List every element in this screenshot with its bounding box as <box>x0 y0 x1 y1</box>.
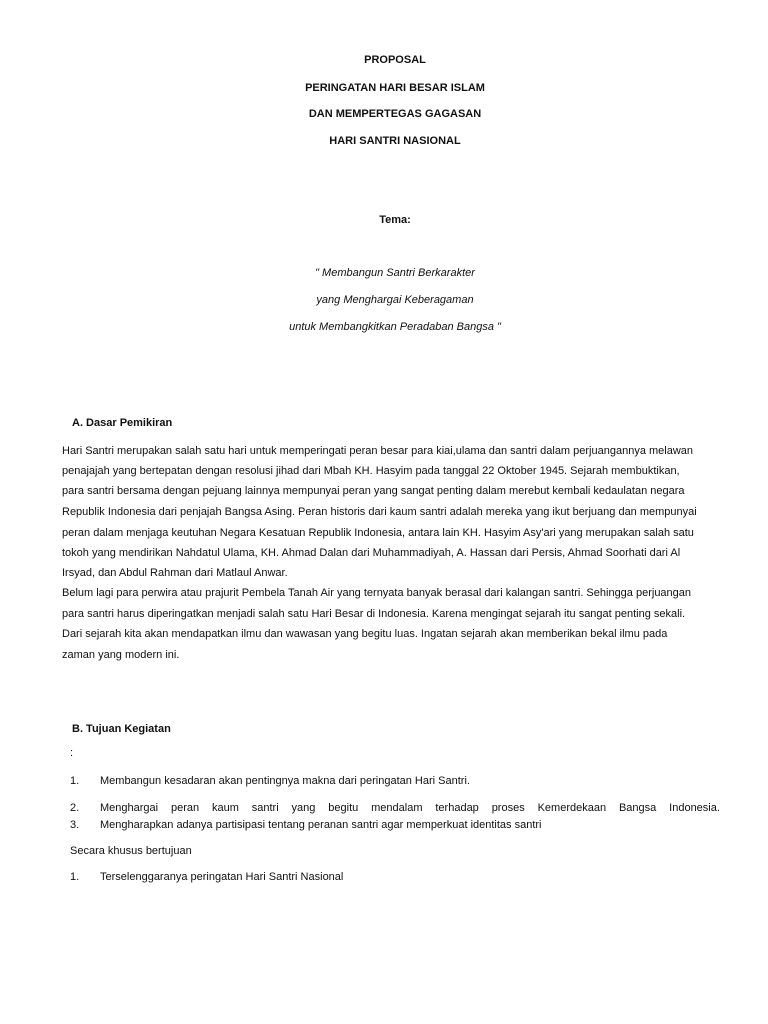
section-a-line: zaman yang modern ini. <box>62 649 180 661</box>
tema-line-3: untuk Membangkitkan Peradaban Bangsa " <box>289 321 501 333</box>
tema-line-2: yang Menghargai Keberagaman <box>316 294 474 306</box>
section-a-heading: A. Dasar Pemikiran <box>72 417 173 429</box>
word: kaum <box>211 802 239 814</box>
title-line-3: DAN MEMPERTEGAS GAGASAN <box>308 108 482 120</box>
section-a-line: Dari sejarah kita akan mendapatkan ilmu dan wawasan yang begitu luas. Ingatan sejarah akan memberikan bekal ilmu pada <box>62 628 668 640</box>
word: begitu <box>328 802 359 814</box>
section-b-colon: : <box>70 747 74 759</box>
section-a-line: Republik Indonesia dari penjajah Bangsa Asing. Peran historis dari kaum santri adalah mereka yang ikut berjuang dan mempunyai <box>62 506 697 518</box>
title-line-2: PERINGATAN HARI BESAR ISLAM <box>305 82 485 94</box>
tema-label: Tema: <box>379 214 411 226</box>
section-a-line: Belum lagi para perwira atau prajurit Pembela Tanah Air yang ternyata banyak berasal dari kalangan santri. Sehingga perjuangan <box>62 587 692 599</box>
section-a-line: Hari Santri merupakan salah satu hari untuk memperingati peran besar para kiai,ulama dan santri dalam perjuangannya melawan <box>62 445 694 457</box>
list-item-number: 2. <box>70 802 80 814</box>
section-a-line: penajajah yang bertepatan dengan resolusi jihad dari Mbah KH. Hasyim pada tanggal 22 Oktober 1945. Sejarah membuktikan, <box>62 465 680 477</box>
word: terhadap <box>435 802 479 814</box>
word: mendalam <box>371 802 423 814</box>
word: Kemerdekaan <box>537 802 607 814</box>
word: peran <box>170 802 200 814</box>
section-b-heading: B. Tujuan Kegiatan <box>72 723 171 735</box>
section-a-line: tokoh yang mendirikan Nahdatul Ulama, KH. Ahmad Dalan dari Muhammadiyah, A. Hassan dari Persis, Ahmad Soorhati dari Al <box>62 547 681 559</box>
list-item-text: Membangun kesadaran akan pentingnya makna dari peringatan Hari Santri. <box>100 775 470 787</box>
list-item-number: 3. <box>70 819 80 831</box>
word: Menghargai <box>100 802 159 814</box>
word: santri <box>251 802 279 814</box>
word: Indonesia. <box>669 802 720 814</box>
title-proposal: PROPOSAL <box>364 54 426 66</box>
tema-line-1: " Membangun Santri Berkarakter <box>315 267 475 279</box>
list-item-text: Terselenggaranya peringatan Hari Santri Nasional <box>100 871 344 883</box>
section-a-line: para santri bersama dengan pejuang lainnya mempunyai peran yang sangat penting dalam merebut kembali kedaulatan negara <box>62 485 685 497</box>
word: proses <box>491 802 525 814</box>
list-item-number: 1. <box>70 775 80 787</box>
title-line-4: HARI SANTRI NASIONAL <box>329 135 461 147</box>
section-a-line: para santri harus diperingatkan menjadi salah satu Hari Besar di Indonesia. Karena mengingat sejarah itu sangat penting sekali. <box>62 608 686 620</box>
list-item-text: Mengharapkan adanya partisipasi tentang peranan santri agar memperkuat identitas santri <box>100 819 542 831</box>
list-item-text <box>100 802 720 814</box>
word: Bangsa <box>618 802 657 814</box>
word: yang <box>291 802 316 814</box>
list-item-number: 1. <box>70 871 80 883</box>
section-a-line: Irsyad, dan Abdul Rahman dari Matlaul Anwar. <box>62 567 288 579</box>
section-a-line: peran dalam menjaga keutuhan Negara Kesatuan Republik Indonesia, antara lain KH. Hasyim Asy'ari yang merupakan salah satu <box>62 527 694 539</box>
khusus-label: Secara khusus bertujuan <box>70 845 192 857</box>
